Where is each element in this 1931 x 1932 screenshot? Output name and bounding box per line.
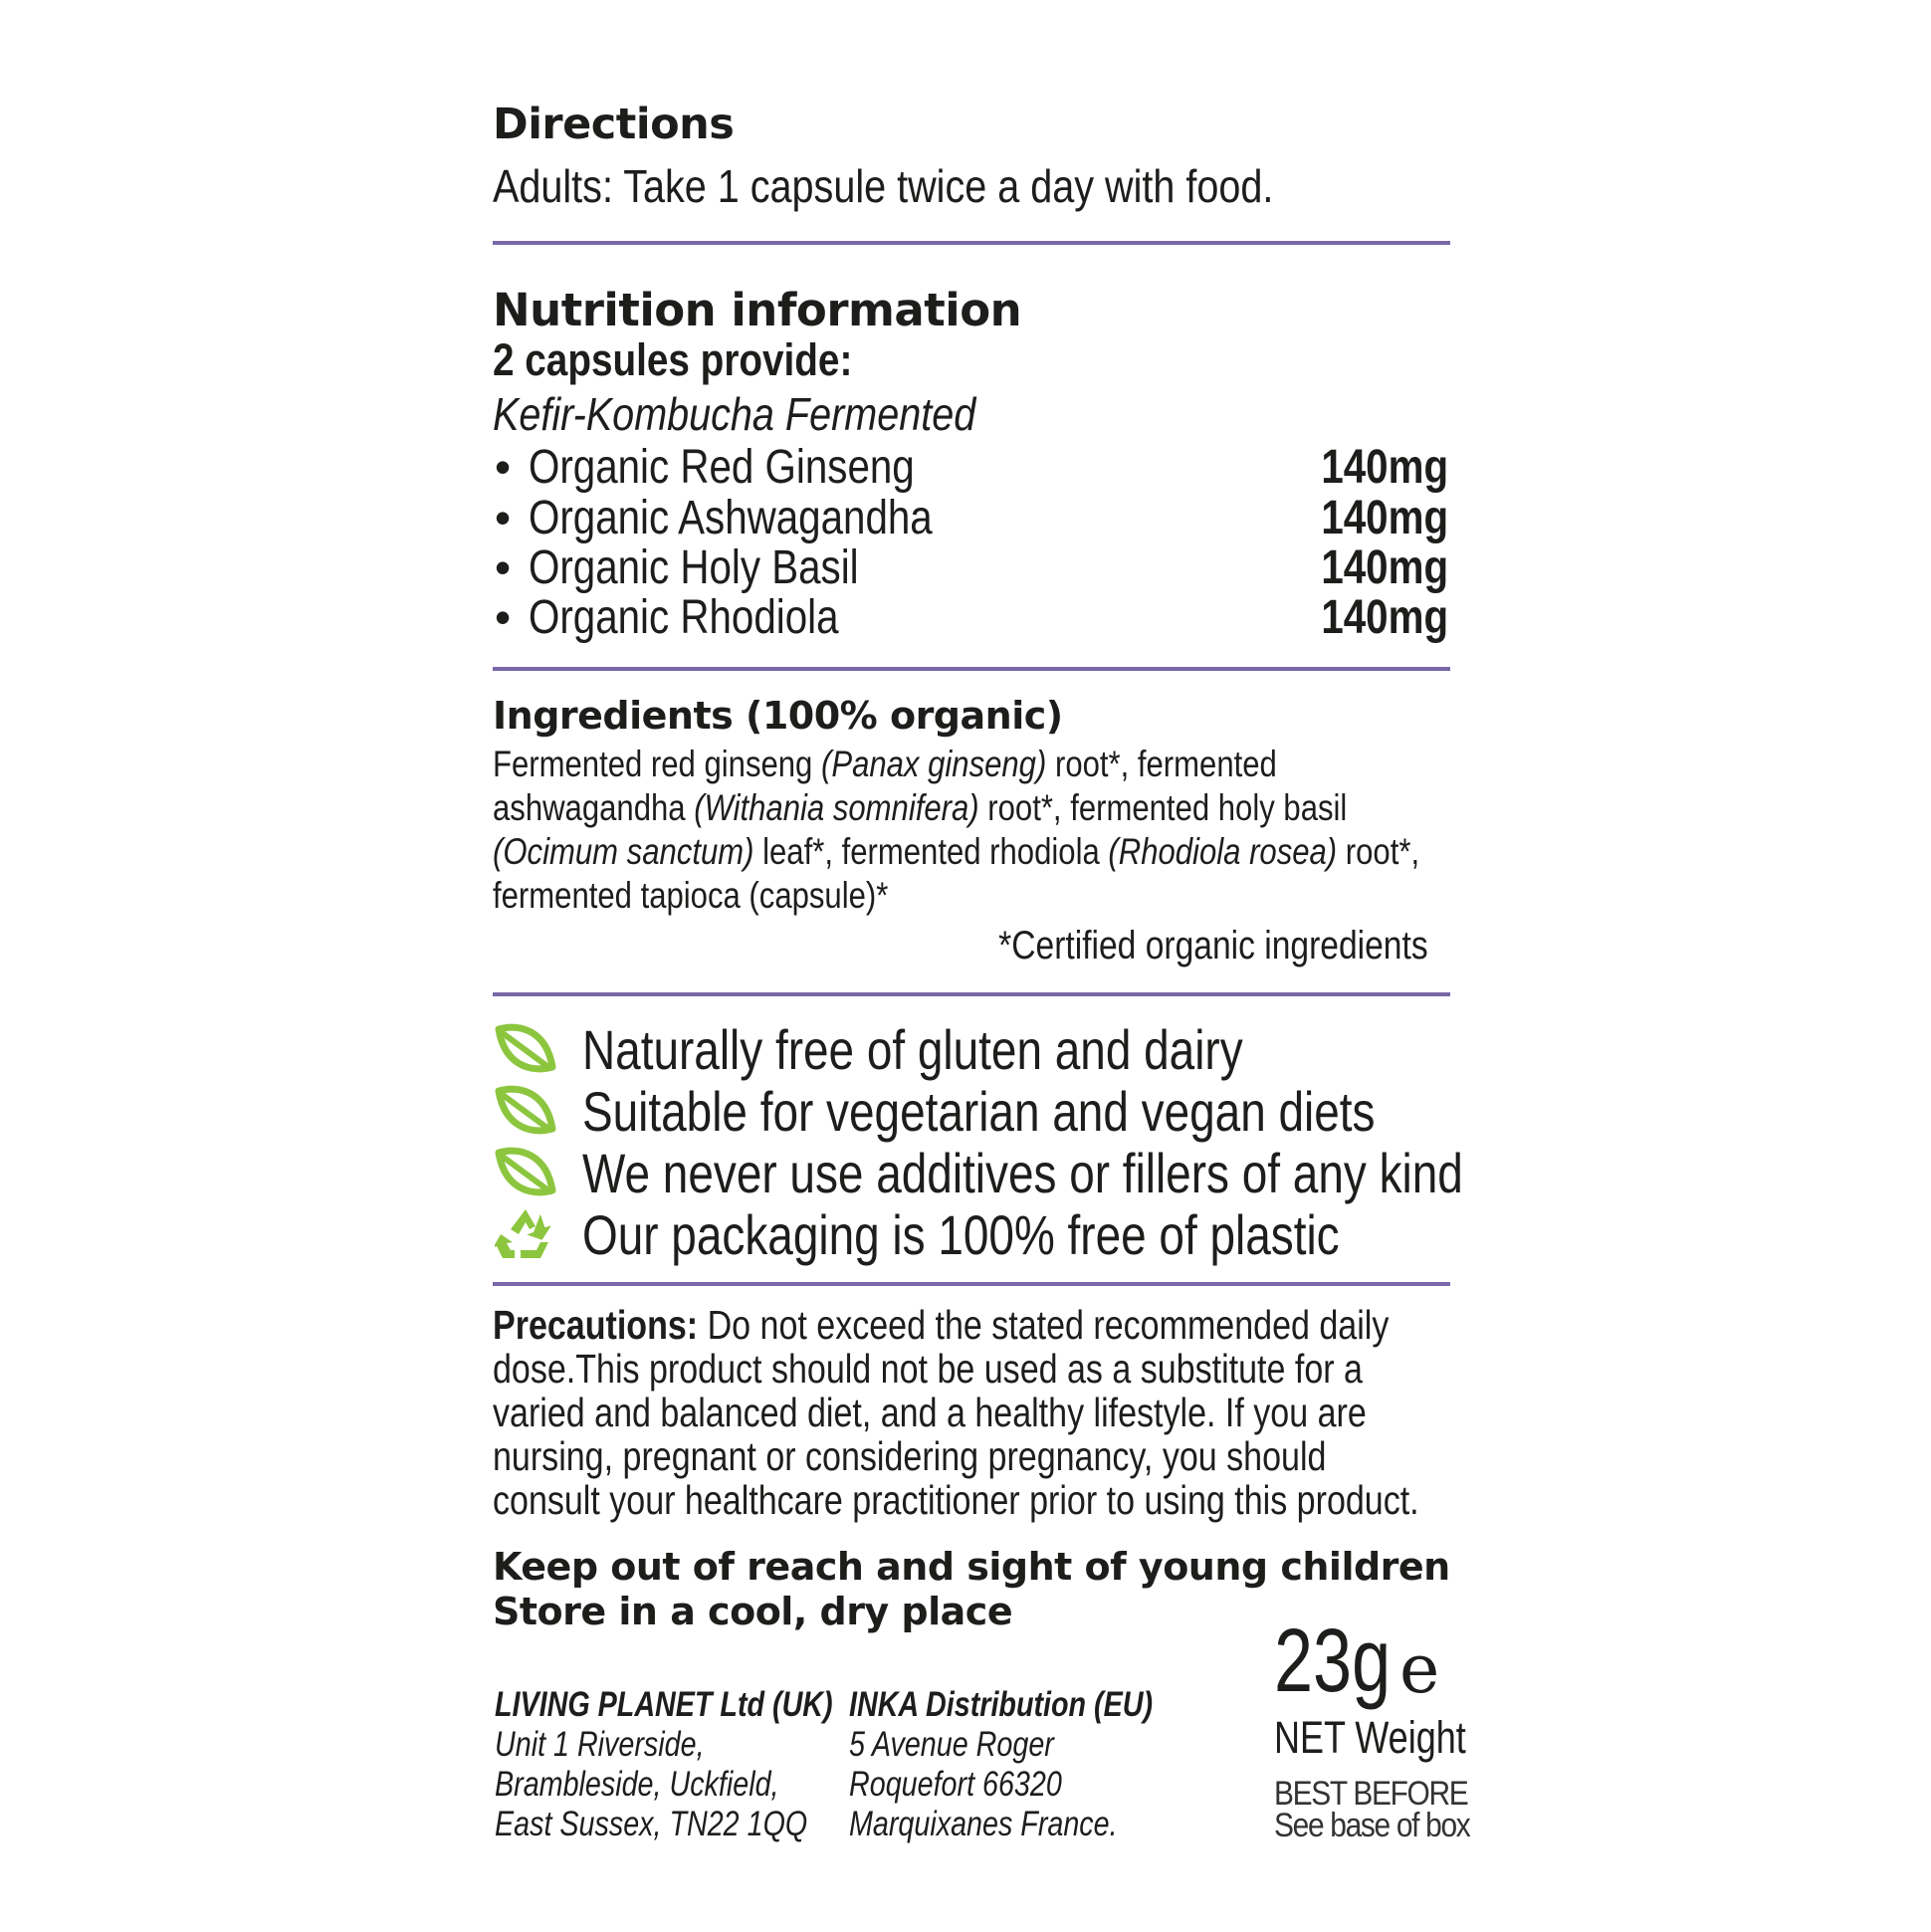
- ingredients-text: Fermented red ginseng (Panax ginseng) root*, fermented ashwagandha (Withania somnifera) root*, fermented holy basil (Ocimum sanctum) leaf*, fermented rhodiola (Rhodiola rosea) root*, fermented tapioca (capsule)*: [493, 744, 1420, 916]
- address-line: 5 Avenue Roger: [849, 1725, 1054, 1764]
- leaf-icon: [495, 1021, 556, 1077]
- child-safety-warning: Keep out of reach and sight of young children: [493, 1545, 1450, 1589]
- net-weight-label: NET Weight: [1274, 1712, 1466, 1763]
- nutrient-amount: 140mg: [1321, 591, 1448, 644]
- net-weight-value: [1274, 1610, 1473, 1711]
- nutrient-name: Organic Rhodiola: [529, 591, 839, 644]
- nutrition-row: [493, 440, 1450, 494]
- company-name: LIVING PLANET Ltd (UK): [495, 1685, 833, 1724]
- leaf-icon: [495, 1145, 556, 1200]
- claim-item: [493, 1202, 1450, 1264]
- nutrient-name: Organic Holy Basil: [529, 541, 859, 594]
- claim-text: Suitable for vegetarian and vegan diets: [582, 1080, 1376, 1143]
- nutrition-row: [493, 491, 1450, 544]
- fermented-label: Kefir-Kombucha Fermented: [493, 388, 976, 440]
- nutrition-row: [493, 590, 1450, 644]
- nutrient-amount: 140mg: [1321, 541, 1448, 594]
- nutrition-title: Nutrition information: [493, 284, 1022, 336]
- best-before-note: See base of box: [1274, 1807, 1470, 1844]
- weight-value: 23g: [1274, 1611, 1392, 1711]
- nutrient-amount: 140mg: [1321, 492, 1448, 544]
- claim-item: [493, 1079, 1450, 1141]
- company-name: INKA Distribution (EU): [849, 1685, 1154, 1724]
- address-line: Marquixanes France.: [849, 1805, 1118, 1843]
- best-before-label: BEST BEFORE: [1274, 1775, 1468, 1813]
- precautions-label: Precautions:: [493, 1302, 699, 1348]
- directions-title: Directions: [493, 100, 735, 149]
- nutrition-subtitle: 2 capsules provide:: [493, 334, 853, 385]
- address-line: East Sussex, TN22 1QQ: [495, 1805, 808, 1843]
- bullet: •: [495, 492, 512, 543]
- address-line: Brambleside, Uckfield,: [495, 1765, 779, 1804]
- directions-text: Adults: Take 1 capsule twice a day with food.: [493, 160, 1274, 212]
- bullet: •: [495, 541, 512, 593]
- claim-text: Our packaging is 100% free of plastic: [582, 1203, 1340, 1266]
- claim-text: Naturally free of gluten and dairy: [582, 1018, 1243, 1081]
- bullet: •: [495, 591, 512, 643]
- bullet: •: [495, 441, 512, 493]
- address-uk: [495, 1685, 833, 1844]
- estimated-sign: e: [1399, 1630, 1440, 1709]
- ingredients-title: Ingredients (100% organic): [493, 694, 1063, 738]
- divider: [493, 992, 1450, 996]
- address-eu: [849, 1685, 1153, 1844]
- certified-organic-note: *Certified organic ingredients: [998, 924, 1428, 967]
- recycle-icon: [495, 1206, 556, 1262]
- claim-item: [493, 1141, 1463, 1204]
- storage-instruction: Store in a cool, dry place: [493, 1590, 1013, 1633]
- nutrient-name: Organic Red Ginseng: [529, 441, 915, 494]
- divider: [493, 241, 1450, 245]
- nutrient-name: Organic Ashwagandha: [529, 492, 933, 544]
- nutrition-row: [493, 540, 1450, 594]
- divider: [493, 667, 1450, 671]
- claim-item: [493, 1017, 1450, 1079]
- claim-text: We never use additives or fillers of any kind: [582, 1142, 1463, 1204]
- divider: [493, 1282, 1450, 1286]
- nutrient-amount: 140mg: [1321, 441, 1448, 494]
- address-line: Roquefort 66320: [849, 1765, 1062, 1804]
- address-line: Unit 1 Riverside,: [495, 1725, 705, 1764]
- leaf-icon: [495, 1083, 556, 1139]
- precautions-text: Precautions: Do not exceed the stated recommended daily dose.This product should not be used as a substitute for a varied and balanced diet, and a healthy lifestyle. If you are nursing, pregnant or considering pregnancy, you should consult your healthcare practitioner prior to using this product.: [493, 1302, 1419, 1523]
